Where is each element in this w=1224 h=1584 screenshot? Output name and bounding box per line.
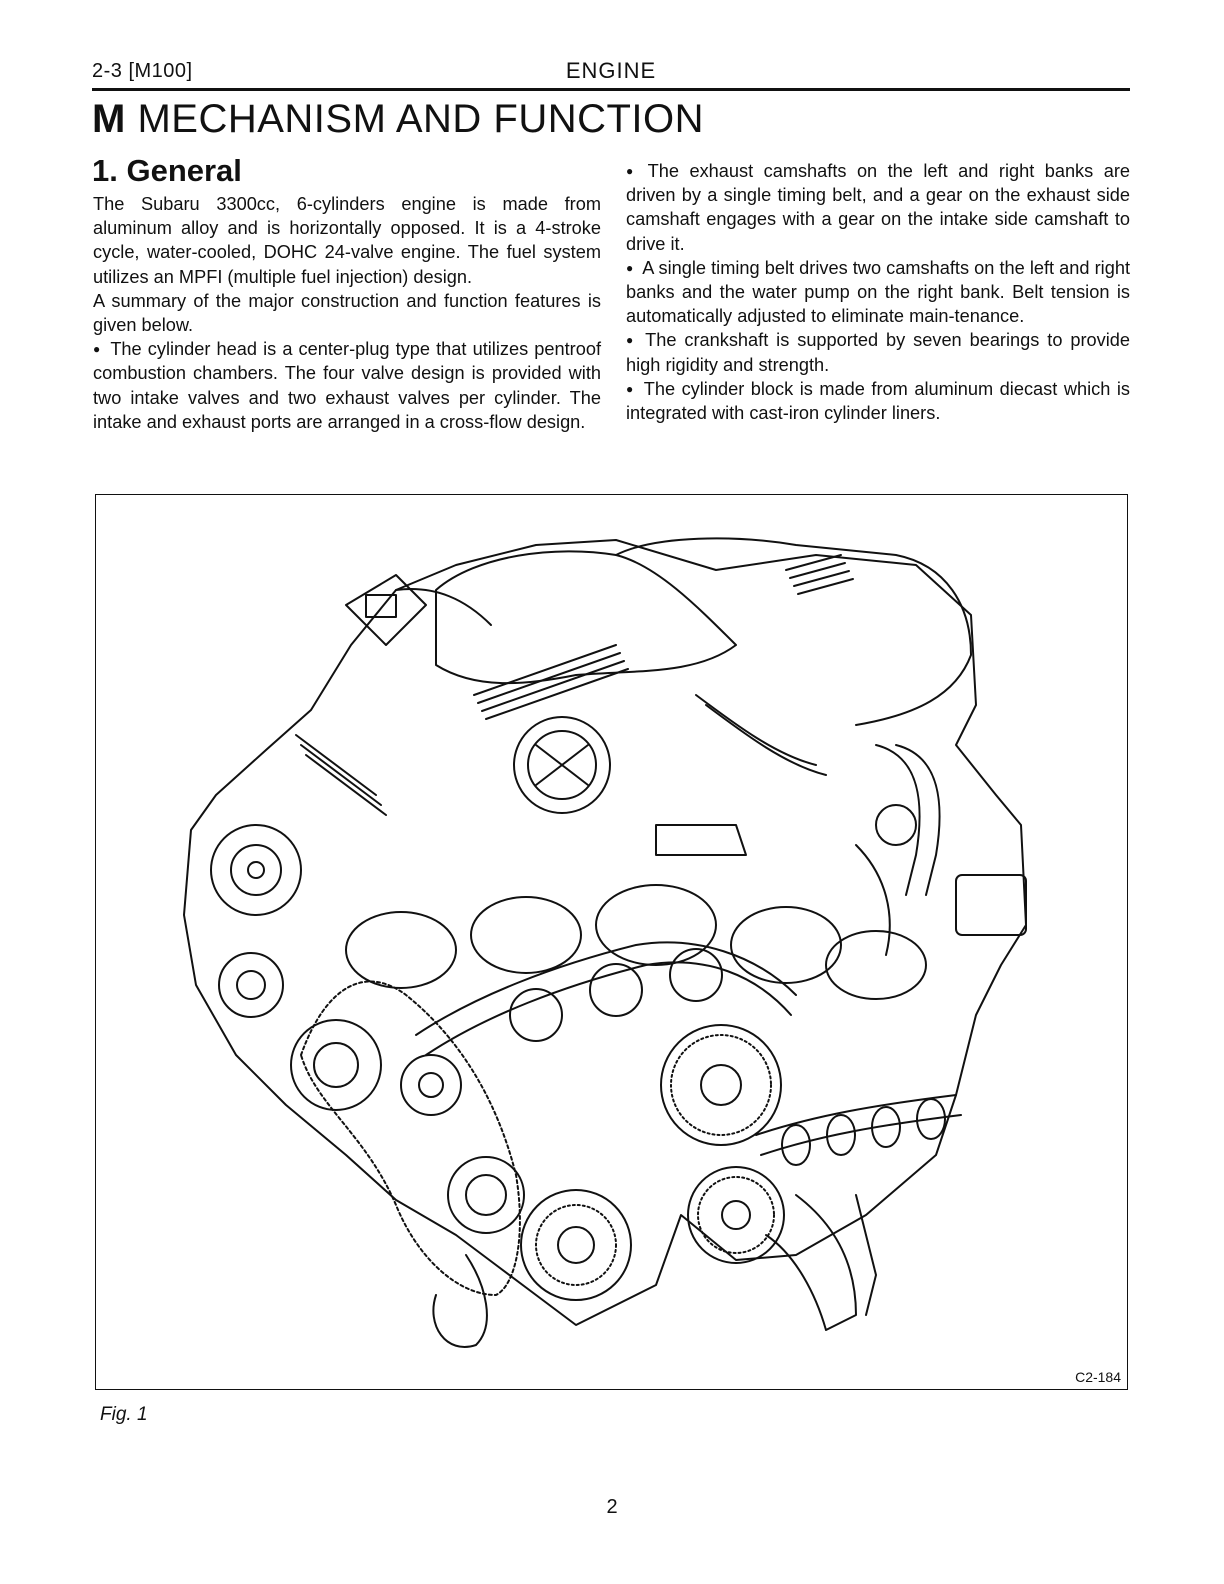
intro-paragraph: The Subaru 3300cc, 6-cylinders engine is made from aluminum alloy and is horizontally opposed. It is a 4-stroke cycle, water-cooled, DOHC 24-valve engine. The fuel system utilizes an MPFI (multiple fuel injection) design.: [93, 194, 601, 287]
bullet-item: ● The cylinder block is made from aluminum diecast which is integrated with cast-iron cylinder liners.: [626, 377, 1130, 425]
figure-code: C2-184: [1075, 1369, 1121, 1385]
bullet-item: ● The exhaust camshafts on the left and right banks are driven by a single timing belt, and a gear on the exhaust side camshaft engages with a gear on the intake side camshaft to drive it.: [626, 159, 1130, 256]
text-column-left: [93, 192, 601, 434]
chapter-title: [92, 97, 704, 142]
chapter-title-text: MECHANISM AND FUNCTION: [137, 97, 705, 141]
figure-frame: [95, 494, 1128, 1390]
page-header: [92, 58, 1130, 88]
page-number: 2: [606, 1496, 618, 1518]
header-rule: [92, 88, 1130, 91]
subsection-title: 1. General: [92, 153, 242, 188]
engine-illustration: [96, 495, 1126, 1388]
chapter-letter: M: [92, 97, 126, 141]
section-code: 2-3 [M100]: [92, 60, 193, 82]
figure-caption: Fig. 1: [100, 1404, 148, 1425]
bullet-item: ● A single timing belt drives two camshafts on the left and right banks and the water pump on the right bank. Belt tension is automatically adjusted to eliminate main-tenance.: [626, 256, 1130, 329]
intro-paragraph: A summary of the major construction and function features is given below.: [93, 290, 601, 336]
text-column-right: [626, 159, 1130, 425]
bullet-item: ● The crankshaft is supported by seven bearings to provide high rigidity and strength.: [626, 328, 1130, 376]
section-title: ENGINE: [565, 58, 657, 83]
bullet-item: ● The cylinder head is a center-plug type that utilizes pentroof combustion chambers. The four valve design is provided with two intake valves and two exhaust valves per cylinder. The intake and exhaust ports are arranged in a cross-flow design.: [93, 337, 601, 434]
